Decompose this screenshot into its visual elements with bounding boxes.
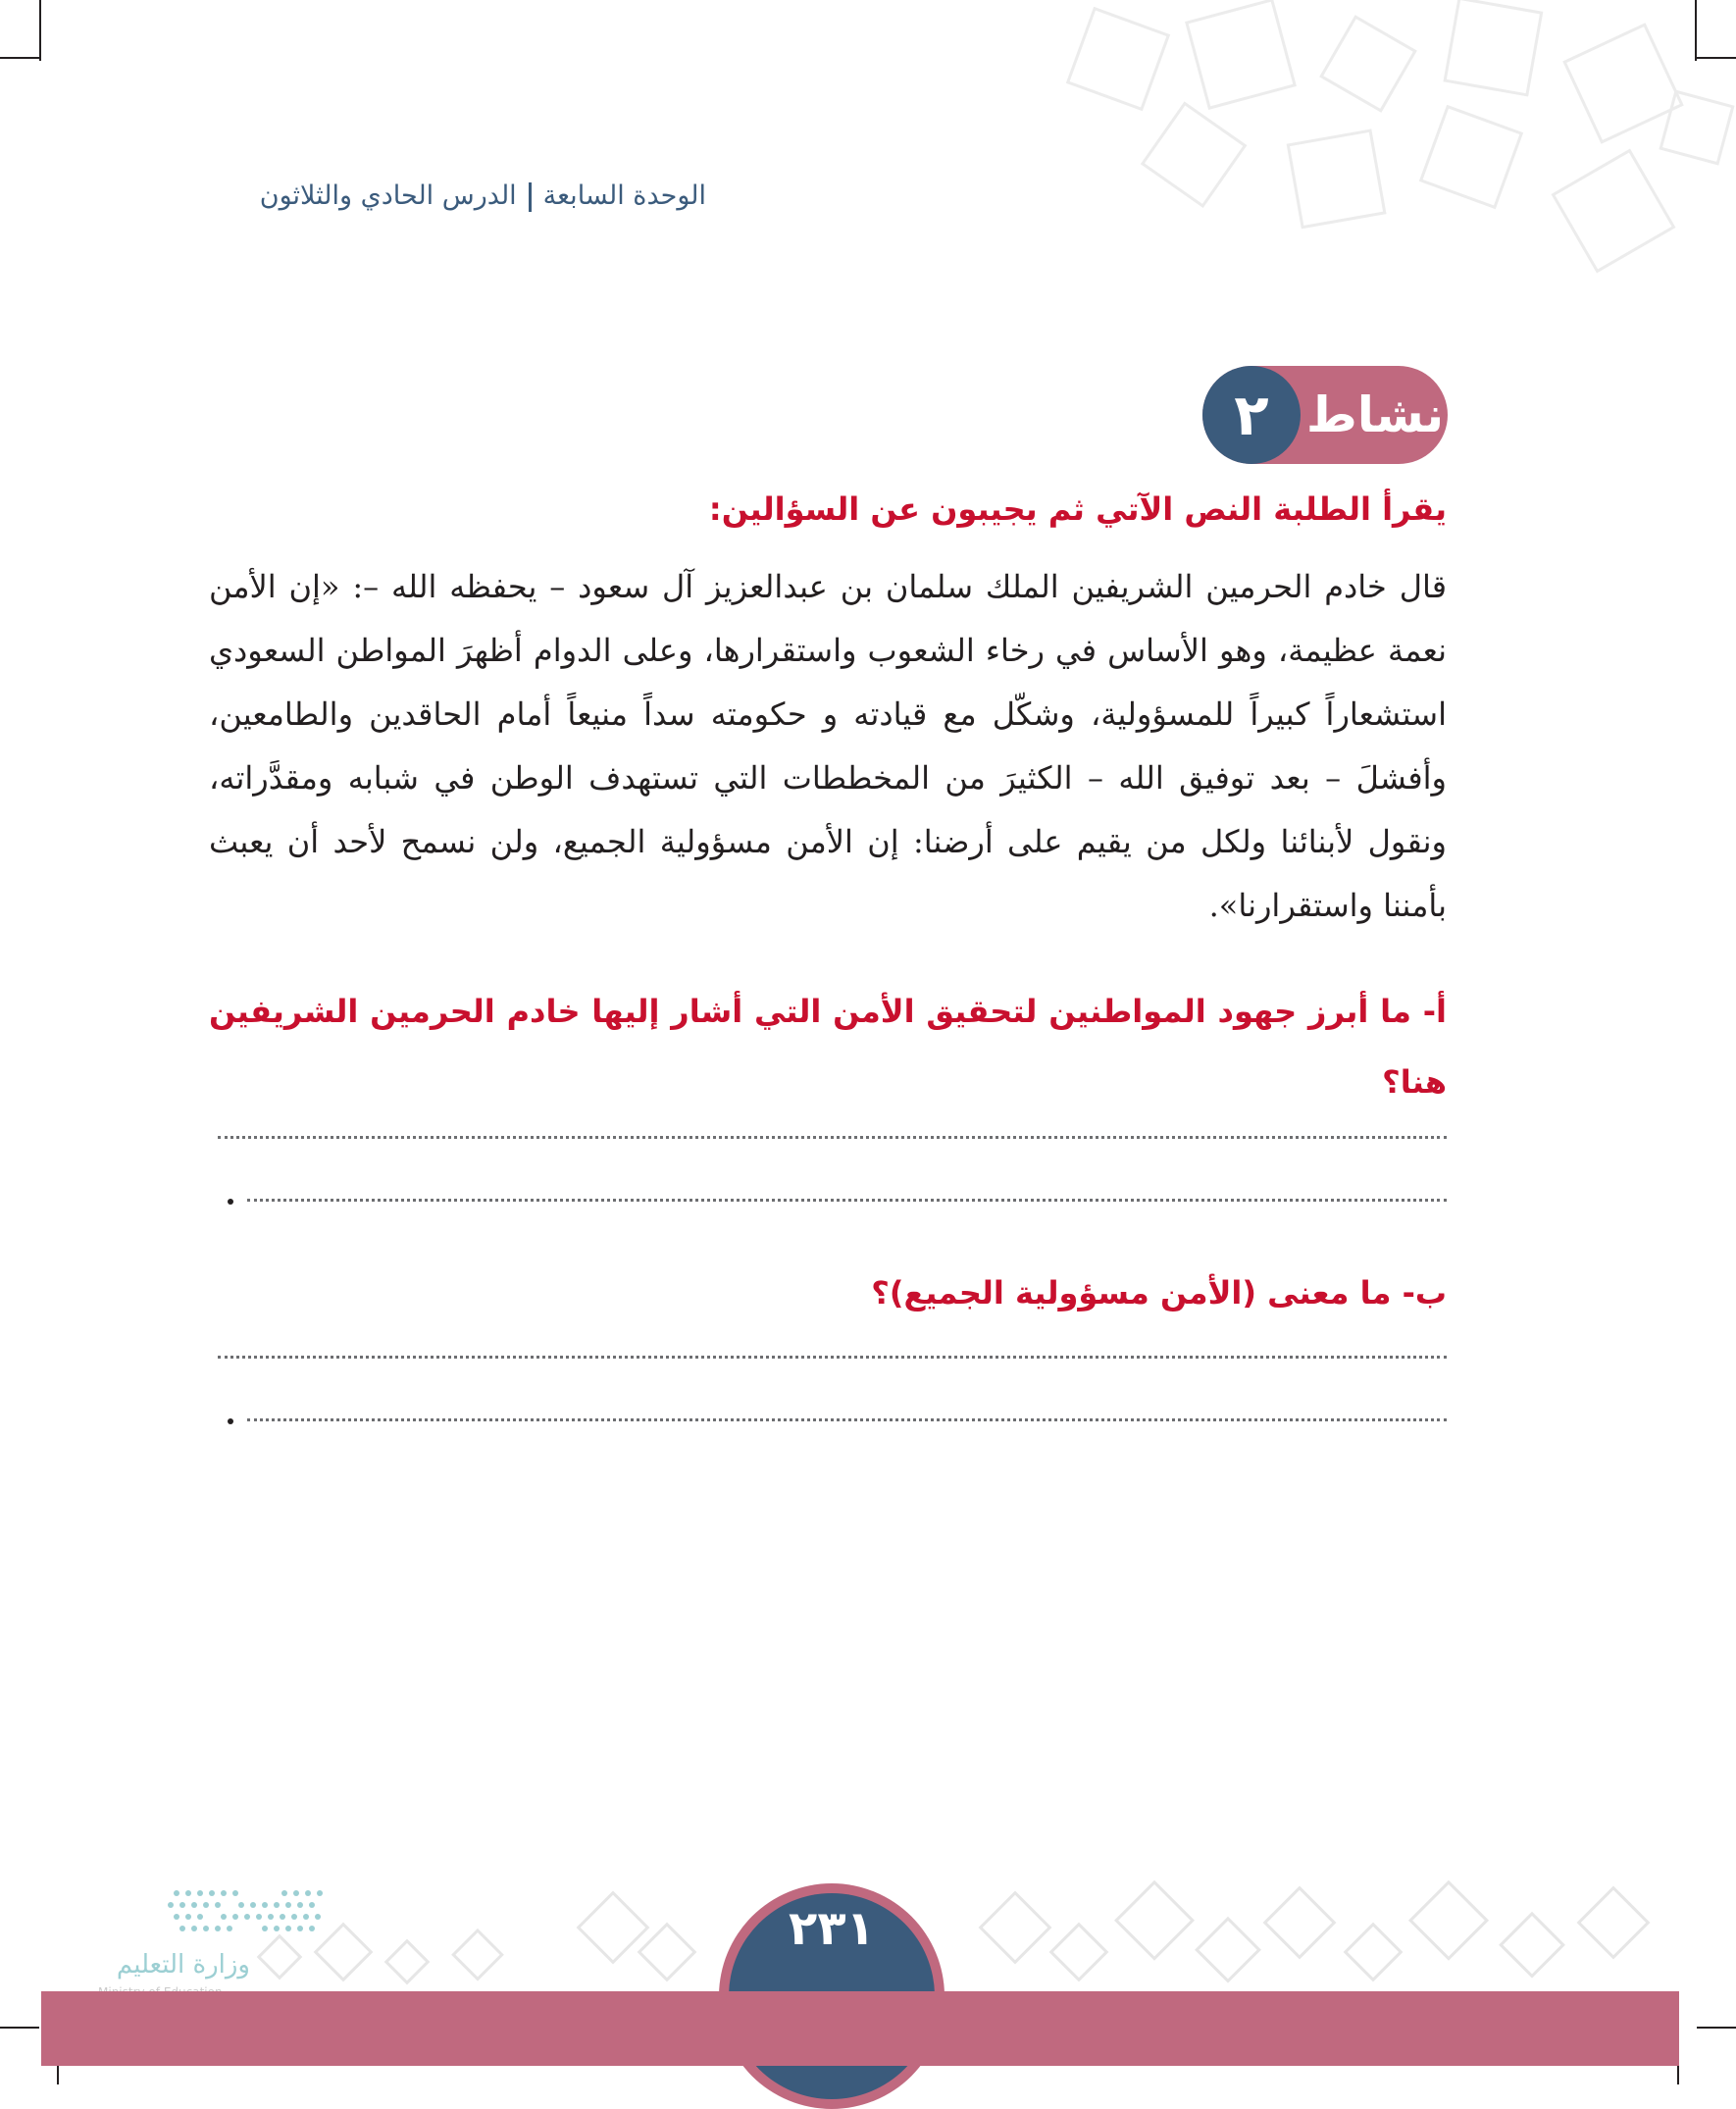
answer-line[interactable] [247,1199,1447,1202]
crop-mark [0,2027,39,2029]
answer-line[interactable] [218,1136,1447,1139]
answer-line[interactable] [218,1356,1447,1359]
decorative-pattern [1020,0,1736,294]
activity-number: ٢ [1202,366,1301,464]
question-a: أ- ما أبرز جهود المواطنين لتحقيق الأمن التي أشار إليها خادم الحرمين الشريفين هنا؟ [209,993,1447,1101]
lesson-title: الدرس الحادي والثلاثون [259,180,517,211]
line-end-dot [228,1418,233,1424]
quote-paragraph: قال خادم الحرمين الشريفين الملك سلمان بن عبدالعزيز آل سعود – يحفظه الله –: «إن الأمن نعمة عظيمة، وهو الأساس في رخاء الشعوب واستقرارها، وعلى الدوام أظهرَ المواطن السعودي استشعاراً كبيراً للمسؤولية، وشكّل مع قيادته و حكومته سداً منيعاً أمام الحاقدين والطامعين، وأفشلَ – بعد توفيق الله – الكثيرَ من المخططات التي تستهدف الوطن في شبابه ومقدَّراته، ونقول لأبنائنا ولكل من يقيم على أرضنا: إن الأمن مسؤولية الجميع، ولن نسمح لأحد أن يعبث بأمننا واستقرارنا». [209,568,1447,924]
question-b: ب- ما معنى (الأمن مسؤولية الجميع)؟ [871,1274,1447,1312]
header-separator [529,182,532,212]
instruction: يقرأ الطلبة النص الآتي ثم يجيبون عن السؤالين: [708,490,1447,528]
activity-label: نشاط [1305,386,1445,443]
answer-line[interactable] [247,1418,1447,1421]
crop-mark [39,0,41,61]
line-end-dot [228,1199,233,1205]
footer-band [41,1991,1679,2066]
crop-mark [0,57,39,59]
ministry-name: وزارة التعليم [116,1950,250,1980]
unit-title: الوحدة السابعة [542,180,706,211]
page-number: ٢٣١ [789,1901,875,1956]
running-header [196,180,706,212]
crop-mark [1697,2027,1736,2029]
